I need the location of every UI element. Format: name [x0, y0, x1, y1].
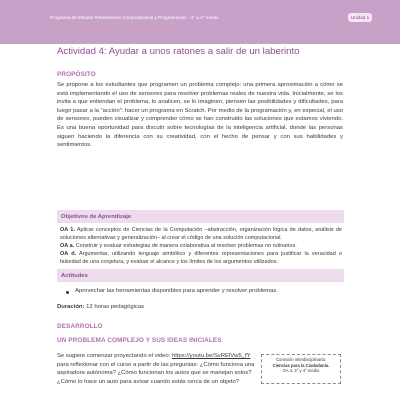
page-header [0, 0, 400, 44]
purpose-heading: PROPÓSITO [57, 71, 96, 78]
attitudes-heading-bar [57, 269, 344, 282]
objective-item [60, 251, 342, 267]
video-link[interactable]: https://youtu.be/SvRElVw5_fY [171, 353, 251, 359]
objective-code: OA a. [60, 243, 75, 249]
development-heading: DESARROLLO [57, 323, 103, 330]
bullet-icon [66, 291, 69, 294]
objective-code: OA d. [60, 251, 77, 257]
objective-item [60, 243, 342, 251]
objective-text: Aplicar conceptos de Ciencias de la Computación –abstracción, organización lógica de datos, análisis de soluciones alternativas y generalización– al crear el código de una solución computacional. [60, 227, 342, 241]
unit-badge: Unidad 1 [348, 13, 372, 22]
objective-text: Construir y evaluar estrategias de manera colaborativa al resolver problemas no rutinarios. [74, 243, 297, 249]
development-subheading: UN PROBLEMA COMPLEJO Y SUS IDEAS INICIALES [57, 337, 222, 344]
objective-text: Argumentar, utilizando lenguaje simbólico y diferentes representaciones para justificar la veracidad o falsedad de una conjetura, y evaluar el alcance y los límites de los argumentos utilizados. [60, 251, 342, 265]
objective-code: OA 1. [60, 227, 75, 233]
objectives-box [57, 210, 344, 334]
duration [57, 304, 144, 310]
video-questions: para reflexionar con el curso a partir de las preguntas: ¿Cómo funciona una aspiradora autónoma? ¿Cómo funcionan los autos que se manejan solos? ¿Cómo lo hace un auto para avisar cuando estás cerca de un objeto? [57, 361, 255, 385]
purpose-text: Se propone a los estudiantes que programen un problema complejo: una primera aproximación a cómo se está implementando el uso de sensores para resolver problemas reales de nuestra vida. Inicialmente, se los invita a que entiendan el problema, lo analicen, se lo imaginen, piensen las posibilidades y dificultades, para luego pasar a la “acción”: hacer un programa en Scratch. Por medio de la programación y, en especial, el uso de sensores, pueden visualizar y comprender cómo se han construido las soluciones que estamos viviendo. Es una buena oportunidad para discutir sobre tecnologías de la inteligencia artificial, donde las personas siguen haciendo la diferencia con su creatividad, con el hecho de pensar y con sus habilidades y sentimientos. [57, 82, 343, 149]
attitude-text: Aprovechar las herramientas disponibles para aprender y resolver problemas. [75, 288, 279, 294]
objective-item [60, 227, 342, 243]
interdisciplinary-connection-box [261, 354, 341, 384]
video-intro: Se sugiere comenzar proyectando el video: [57, 353, 172, 359]
attitudes-heading: Actitudes [61, 272, 88, 279]
connection-oa: OA 4, 3° y 4° medio [282, 368, 320, 374]
duration-value: 12 horas pedagógicas [84, 304, 145, 310]
program-title: Programa de Estudio Pensamiento Computacional y Programación - 3° a 4° medio [50, 15, 219, 20]
activity-title: Actividad 4: Ayudar a unos ratones a salir de un laberinto [57, 46, 300, 57]
objectives-heading-bar [57, 210, 344, 223]
connection-label: Conexión interdisciplinaria: [275, 357, 327, 362]
duration-label: Duración: [57, 304, 85, 310]
objectives-heading: Objetivos de Aprendizaje [61, 213, 132, 220]
video-paragraph [57, 352, 255, 386]
connection-subject: Ciencias para la Ciudadanía. [272, 362, 330, 368]
